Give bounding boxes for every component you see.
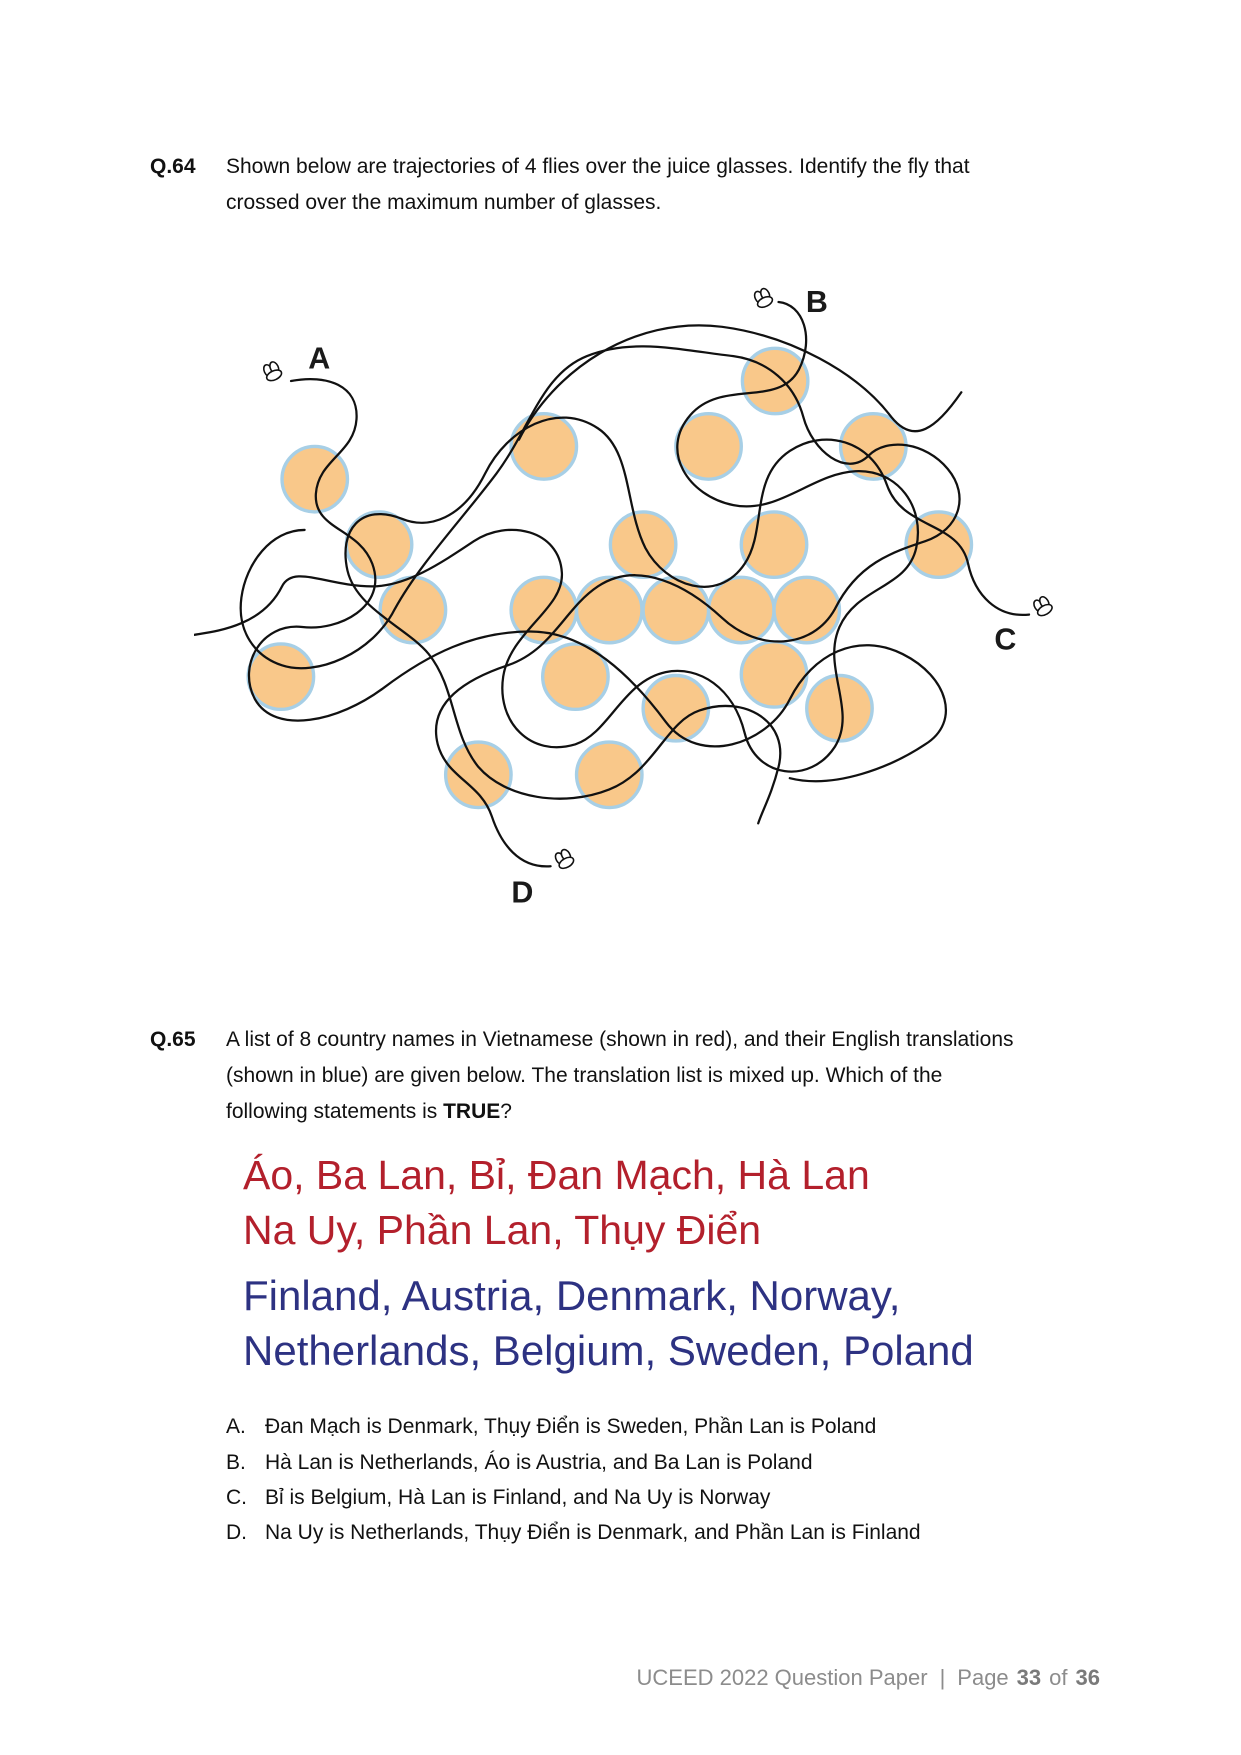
fly-trajectory-figure bbox=[194, 276, 1055, 908]
footer-total-pages: 36 bbox=[1075, 1665, 1100, 1690]
question-65-text-line-2: (shown in blue) are given below. The translation list is mixed up. Which of the bbox=[226, 1064, 943, 1087]
footer-separator: | bbox=[939, 1665, 946, 1690]
question-number-65: Q.65 bbox=[150, 1028, 196, 1051]
juice-glass bbox=[577, 577, 642, 642]
fly-label-a: A bbox=[308, 341, 331, 376]
question-number-64: Q.64 bbox=[150, 155, 196, 178]
fly-icon-a bbox=[261, 360, 283, 383]
fly-icon-b bbox=[752, 287, 774, 310]
english-names-line-1: Finland, Austria, Denmark, Norway, bbox=[243, 1272, 901, 1319]
question-65-true-keyword: TRUE bbox=[443, 1100, 501, 1123]
footer-of-word: of bbox=[1049, 1665, 1068, 1690]
juice-glass bbox=[741, 512, 806, 577]
footer-page-number: 33 bbox=[1016, 1665, 1042, 1690]
juice-glass bbox=[774, 577, 839, 642]
fly-label-d: D bbox=[511, 875, 534, 908]
vietnamese-names-line-1: Áo, Ba Lan, Bỉ, Đan Mạch, Hà Lan bbox=[243, 1152, 870, 1198]
vietnamese-names-line-2: Na Uy, Phần Lan, Thụy Điển bbox=[243, 1207, 762, 1253]
juice-glass bbox=[676, 414, 741, 479]
fly-label-b: B bbox=[805, 285, 828, 320]
option-b-letter: B. bbox=[226, 1451, 246, 1474]
question-65-text-line-3 bbox=[226, 1094, 512, 1130]
fly-label-c: C bbox=[994, 622, 1017, 657]
question-65-text-after: ? bbox=[500, 1100, 512, 1123]
fly-icon-c bbox=[1032, 595, 1054, 618]
option-c-text: Bỉ is Belgium, Hà Lan is Finland, and Na Uy is Norway bbox=[265, 1486, 771, 1509]
option-d-letter: D. bbox=[226, 1521, 247, 1544]
option-c-letter: C. bbox=[226, 1486, 247, 1509]
juice-glass bbox=[807, 676, 872, 741]
fly-icon-d bbox=[553, 848, 575, 871]
option-b-text: Hà Lan is Netherlands, Áo is Austria, and Ba Lan is Poland bbox=[265, 1451, 813, 1474]
juice-glass bbox=[446, 742, 511, 807]
juice-glass bbox=[248, 644, 313, 709]
question-65-text-line-1: A list of 8 country names in Vietnamese (shown in red), and their English translations bbox=[226, 1028, 1014, 1051]
page-footer bbox=[637, 1662, 1101, 1694]
juice-glass bbox=[380, 577, 445, 642]
footer-page-word: Page bbox=[957, 1665, 1009, 1690]
english-names-line-2: Netherlands, Belgium, Sweden, Poland bbox=[243, 1327, 974, 1374]
footer-title: UCEED 2022 Question Paper bbox=[636, 1665, 928, 1690]
question-64-text-line-1: Shown below are trajectories of 4 flies over the juice glasses. Identify the fly that bbox=[226, 155, 970, 178]
question-65-text-before: following statements is bbox=[226, 1100, 444, 1123]
option-d-text: Na Uy is Netherlands, Thụy Điển is Denmark, and Phần Lan is Finland bbox=[265, 1521, 921, 1544]
option-a-letter: A. bbox=[226, 1415, 246, 1438]
juice-glass bbox=[741, 642, 806, 707]
option-a-text: Đan Mạch is Denmark, Thụy Điển is Sweden, Phần Lan is Poland bbox=[265, 1415, 877, 1438]
question-64-text-line-2: crossed over the maximum number of glasses. bbox=[226, 191, 662, 214]
juice-glass bbox=[511, 414, 576, 479]
